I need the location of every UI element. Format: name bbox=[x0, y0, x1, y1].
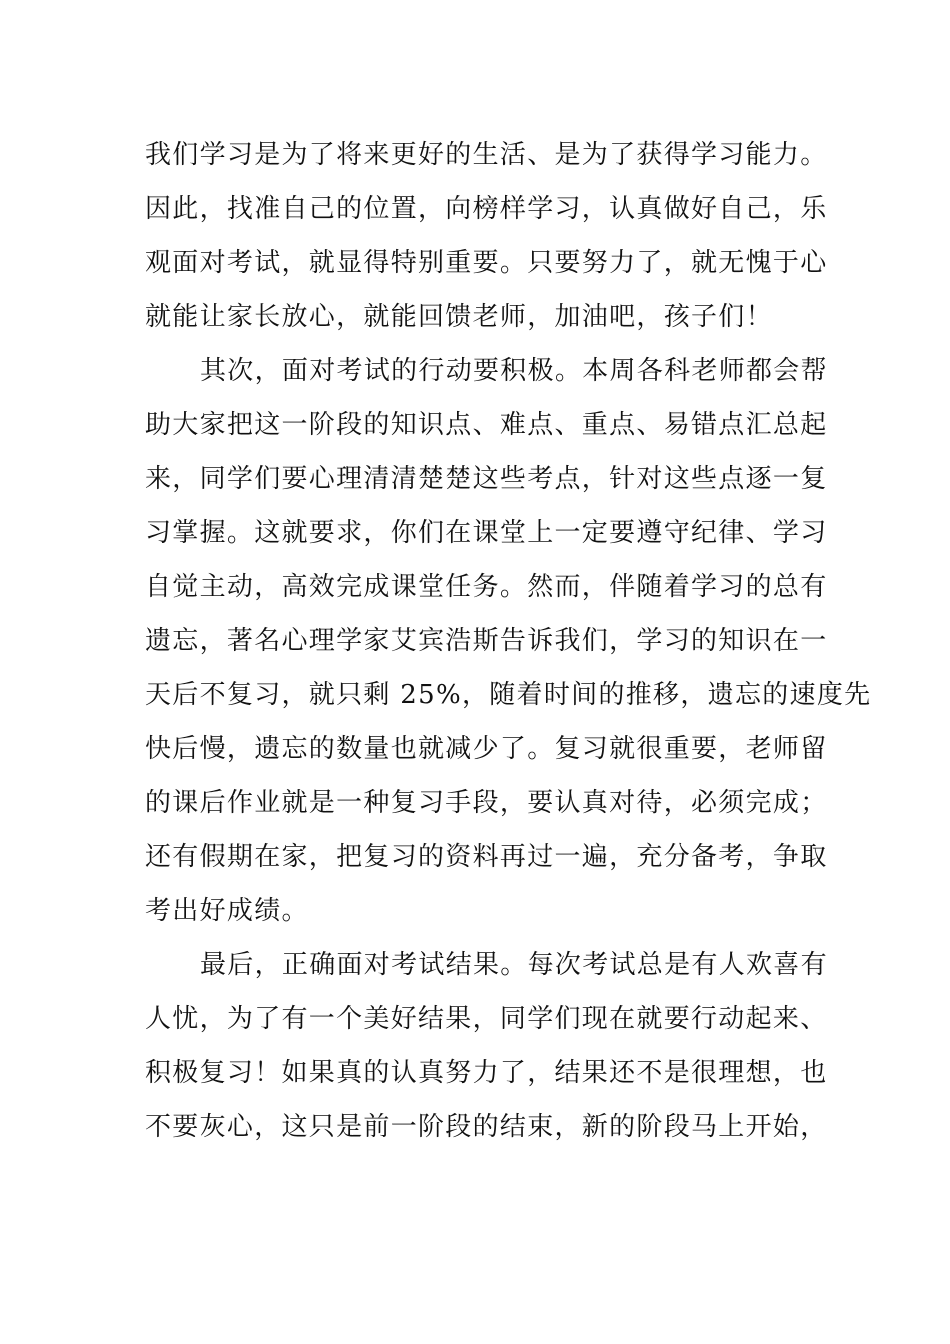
body-text bbox=[145, 128, 872, 1154]
text-line: 天后不复习，就只剩 25%，随着时间的推移，遗忘的速度先 bbox=[145, 680, 872, 710]
text-line: 自觉主动，高效完成课堂任务。然而，伴随着学习的总有 bbox=[145, 572, 828, 602]
text-line: 人忧，为了有一个美好结果，同学们现在就要行动起来、 bbox=[145, 1004, 828, 1034]
text-line: 遗忘，著名心理学家艾宾浩斯告诉我们，学习的知识在一 bbox=[145, 626, 828, 656]
paragraph-start-line: 最后，正确面对考试结果。每次考试总是有人欢喜有 bbox=[200, 950, 828, 980]
text-line: 来，同学们要心理清清楚楚这些考点，针对这些点逐一复 bbox=[145, 464, 828, 494]
text-line: 我们学习是为了将来更好的生活、是为了获得学习能力。 bbox=[145, 140, 828, 170]
text-line: 快后慢，遗忘的数量也就减少了。复习就很重要，老师留 bbox=[145, 734, 828, 764]
text-line: 因此，找准自己的位置，向榜样学习，认真做好自己，乐 bbox=[145, 194, 828, 224]
text-line: 就能让家长放心，就能回馈老师，加油吧，孩子们！ bbox=[145, 302, 773, 332]
text-line: 不要灰心，这只是前一阶段的结束，新的阶段马上开始， bbox=[145, 1112, 828, 1142]
text-line: 考出好成绩。 bbox=[145, 896, 309, 926]
text-line: 助大家把这一阶段的知识点、难点、重点、易错点汇总起 bbox=[145, 410, 828, 440]
text-line: 观面对考试，就显得特别重要。只要努力了，就无愧于心 bbox=[145, 248, 828, 278]
text-line: 积极复习！如果真的认真努力了，结果还不是很理想，也 bbox=[145, 1058, 828, 1088]
paragraph-start-line: 其次，面对考试的行动要积极。本周各科老师都会帮 bbox=[200, 356, 828, 386]
text-line: 还有假期在家，把复习的资料再过一遍，充分备考，争取 bbox=[145, 842, 828, 872]
text-line: 习掌握。这就要求，你们在课堂上一定要遵守纪律、学习 bbox=[145, 518, 828, 548]
text-line: 的课后作业就是一种复习手段，要认真对待，必须完成； bbox=[145, 788, 828, 818]
